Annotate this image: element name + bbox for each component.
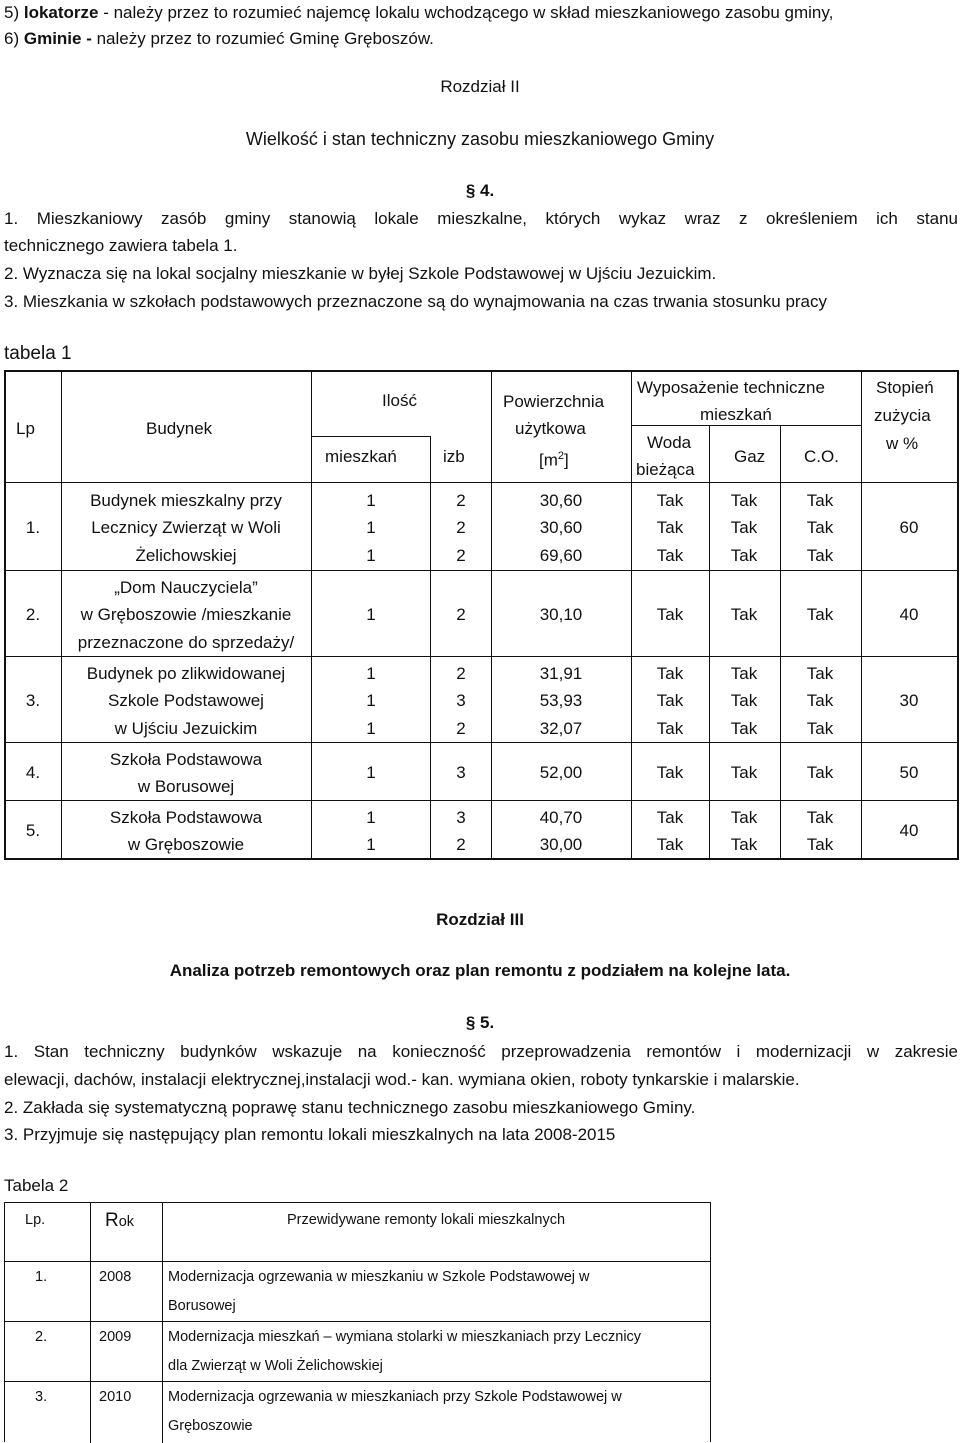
renovation-description: Modernizacja ogrzewania w mieszkaniu w Szkole Podstawowej w (168, 1269, 590, 1285)
header-procent: w % (886, 434, 919, 453)
housing-stock-table (4, 370, 959, 860)
room-count: 2 (456, 718, 466, 738)
heating-value: Tak (806, 490, 834, 510)
floor-area: 53,93 (539, 691, 583, 711)
defined-term: lokatorze (23, 3, 99, 22)
row-number: 3. (25, 691, 41, 710)
gas-value: Tak (730, 763, 758, 783)
grid-line (6, 800, 957, 801)
building-name-line: Żelichowskiej (135, 545, 237, 565)
building-name-line: Budynek mieszkalny przy (90, 490, 282, 510)
row-number: 1. (35, 1269, 48, 1285)
row-number: 1. (25, 518, 41, 537)
row-number: 4. (25, 763, 41, 782)
flat-count: 1 (366, 691, 376, 711)
gas-value: Tak (730, 605, 758, 625)
header-m2: $[m^2]$ (539, 450, 569, 470)
flat-count: 1 (366, 518, 376, 538)
gas-value: Tak (730, 718, 758, 738)
gas-value: Tak (730, 807, 758, 827)
flat-count: 1 (366, 663, 376, 683)
heating-value: Tak (806, 807, 834, 827)
flat-count: 1 (366, 545, 376, 565)
paragraph-1-line-1: 1. Stan techniczny budynków wskazuje na konieczność przeprowadzenia remontów i modernizacji w zakresie (4, 1042, 958, 1061)
floor-area: 40,70 (539, 807, 583, 827)
room-count: 2 (456, 663, 466, 683)
defined-term: Gminie - (23, 29, 97, 48)
building-name-line: Szkoła Podstawowa (109, 807, 263, 827)
row-number: 2. (25, 605, 41, 624)
header-uzytkowa: użytkowa (515, 419, 586, 438)
paragraph-1-line-2: elewacji, dachów, instalacji elektrycznej,instalacji wod.- kan. wymiana okien, roboty tynkarskie i malarskie. (4, 1070, 800, 1089)
header-stopien: Stopień (876, 378, 934, 397)
heating-value: Tak (806, 835, 834, 854)
heating-value: Tak (806, 545, 834, 565)
header-wyposazenie: Wyposażenie techniczne (637, 378, 825, 397)
floor-area: 30,60 (539, 518, 583, 538)
header-biezaca: bieżąca (636, 460, 695, 479)
building-name-line: „Dom Nauczyciela” (114, 577, 258, 597)
room-count: 2 (456, 605, 466, 625)
renovation-description: Modernizacja mieszkań – wymiana stolarki w mieszkaniach przy Lecznicy (168, 1329, 642, 1345)
building-name-line: w Gręboszowie (127, 835, 245, 854)
list-number: 6) (4, 29, 20, 48)
building-name-line: w Gręboszowie /mieszkanie (80, 605, 292, 625)
floor-area: 30,10 (539, 605, 583, 625)
wear-percent: 30 (899, 691, 919, 710)
header-lp: Lp. (25, 1212, 46, 1228)
grid-line (6, 482, 957, 483)
floor-area: 69,60 (539, 545, 583, 565)
grid-line (5, 1321, 711, 1322)
water-value: Tak (656, 545, 684, 565)
building-name-line: Budynek po zlikwidowanej (86, 663, 286, 683)
wear-percent: 60 (899, 518, 919, 537)
heating-value: Tak (806, 763, 834, 783)
definition-text: należy przez to rozumieć Gminę Gręboszów. (96, 29, 434, 48)
water-value: Tak (656, 518, 684, 538)
building-name-line: w Ujściu Jezuickim (114, 718, 258, 738)
header-ilosc: Ilość (382, 391, 417, 410)
paragraph-3: 3. Mieszkania w szkołach podstawowych przeznaczone są do wynajmowania na czas trwania stosunku pracy (4, 292, 828, 311)
grid-line (311, 436, 431, 437)
row-number: 5. (25, 821, 41, 840)
building-name-line: Szkoła Podstawowa (109, 749, 263, 769)
room-count: 3 (456, 807, 466, 827)
room-count: 2 (456, 490, 466, 510)
section-mark: § 4. (465, 181, 495, 200)
chapter-heading: Rozdział III (436, 910, 524, 929)
water-value: Tak (656, 490, 684, 510)
paragraph-1-line-2: technicznego zawiera tabela 1. (4, 236, 238, 255)
renovation-description: dla Zwierząt w Woli Żelichowskiej (168, 1358, 383, 1374)
list-number: 5) (4, 3, 20, 22)
heating-value: Tak (806, 605, 834, 625)
floor-area: 30,00 (539, 835, 583, 854)
list-item-5 (4, 0, 833, 26)
floor-area: 52,00 (539, 763, 583, 783)
gas-value: Tak (730, 545, 758, 565)
header-zuzycia: zużycia (874, 406, 931, 425)
renovation-plan-table (4, 1202, 711, 1442)
room-count: 2 (456, 545, 466, 565)
paragraph-2: 2. Zakłada się systematyczną poprawę stanu technicznego zasobu mieszkaniowego Gminy. (4, 1098, 696, 1117)
table-caption: tabela 1 (4, 343, 72, 364)
header-izb: izb (443, 447, 465, 466)
gas-value: Tak (730, 490, 758, 510)
header-mieszkan: mieszkań (325, 447, 397, 466)
flat-count: 1 (366, 835, 376, 854)
header-co: C.O. (804, 447, 839, 466)
gas-value: Tak (730, 518, 758, 538)
floor-area: 32,07 (539, 718, 583, 738)
heating-value: Tak (806, 518, 834, 538)
renovation-description: Borusowej (168, 1298, 236, 1314)
paragraph-1-line-1: 1. Mieszkaniowy zasób gminy stanowią lokale mieszkalne, których wykaz wraz z określeniem ich stanu (4, 209, 958, 228)
header-woda: Woda (647, 433, 692, 452)
water-value: Tak (656, 605, 684, 625)
renovation-description: Gręboszowie (168, 1418, 253, 1434)
building-name-line: w Borusowej (137, 777, 235, 796)
header-wyposazenie-2: mieszkań (700, 405, 772, 424)
heating-value: Tak (806, 718, 834, 738)
paragraph-3: 3. Przyjmuje się następujący plan remontu lokali mieszkalnych na lata 2008-2015 (4, 1125, 616, 1144)
grid-line (162, 1203, 163, 1443)
floor-area: 30,60 (539, 490, 583, 510)
wear-percent: 50 (899, 763, 919, 782)
building-name-line: Szkole Podstawowej (108, 691, 264, 711)
grid-line (6, 742, 957, 743)
water-value: Tak (656, 691, 684, 711)
flat-count: 1 (366, 807, 376, 827)
year: 2009 (99, 1329, 132, 1345)
paragraph-2: 2. Wyznacza się na lokal socjalny mieszkanie w byłej Szkole Podstawowej w Ujściu Jezuickim. (4, 264, 717, 283)
table-caption: Tabela 2 (4, 1176, 69, 1195)
wear-percent: 40 (899, 821, 919, 840)
water-value: Tak (656, 835, 684, 854)
room-count: 2 (456, 518, 466, 538)
renovation-description: Modernizacja ogrzewania w mieszkaniach przy Szkole Podstawowej w (168, 1389, 622, 1405)
grid-line (5, 1381, 711, 1382)
room-count: 2 (456, 835, 466, 854)
header-powierzchnia: Powierzchnia (503, 392, 605, 411)
flat-count: 1 (366, 605, 376, 625)
water-value: Tak (656, 807, 684, 827)
room-count: 3 (456, 763, 466, 783)
header-rok: Rok (105, 1210, 135, 1231)
year: 2008 (99, 1269, 132, 1285)
grid-line (6, 570, 957, 571)
gas-value: Tak (730, 835, 758, 854)
room-count: 3 (456, 691, 466, 711)
header-gaz: Gaz (734, 447, 766, 466)
gas-value: Tak (730, 663, 758, 683)
flat-count: 1 (366, 718, 376, 738)
header-lp: Lp (16, 419, 35, 438)
grid-line (631, 425, 861, 426)
grid-line (6, 656, 957, 657)
floor-area: 31,91 (539, 663, 583, 683)
gas-value: Tak (730, 691, 758, 711)
heating-value: Tak (806, 663, 834, 683)
section-mark: § 5. (465, 1013, 495, 1032)
grid-line (90, 1203, 91, 1443)
chapter-heading: Rozdział II (440, 77, 520, 96)
chapter-title: Wielkość i stan techniczny zasobu mieszkaniowego Gminy (245, 129, 715, 149)
heating-value: Tak (806, 691, 834, 711)
header-desc: Przewidywane remonty lokali mieszkalnych (287, 1212, 566, 1228)
header-budynek: Budynek (146, 419, 213, 438)
water-value: Tak (656, 663, 684, 683)
wear-percent: 40 (899, 605, 919, 624)
building-name-line: przeznaczone do sprzedaży/ (77, 632, 295, 652)
year: 2010 (99, 1389, 132, 1405)
building-name-line: Lecznicy Zwierząt w Woli (91, 518, 281, 538)
row-number: 2. (35, 1329, 48, 1345)
row-number: 3. (35, 1389, 48, 1405)
flat-count: 1 (366, 490, 376, 510)
grid-line (5, 1261, 711, 1262)
flat-count: 1 (366, 763, 376, 783)
water-value: Tak (656, 718, 684, 738)
definition-text: - należy przez to rozumieć najemcę lokalu wchodzącego w skład mieszkaniowego zasobu gminy, (98, 3, 834, 22)
list-item-6 (4, 26, 434, 52)
chapter-title: Analiza potrzeb remontowych oraz plan remontu z podziałem na kolejne lata. (169, 961, 791, 980)
water-value: Tak (656, 763, 684, 783)
